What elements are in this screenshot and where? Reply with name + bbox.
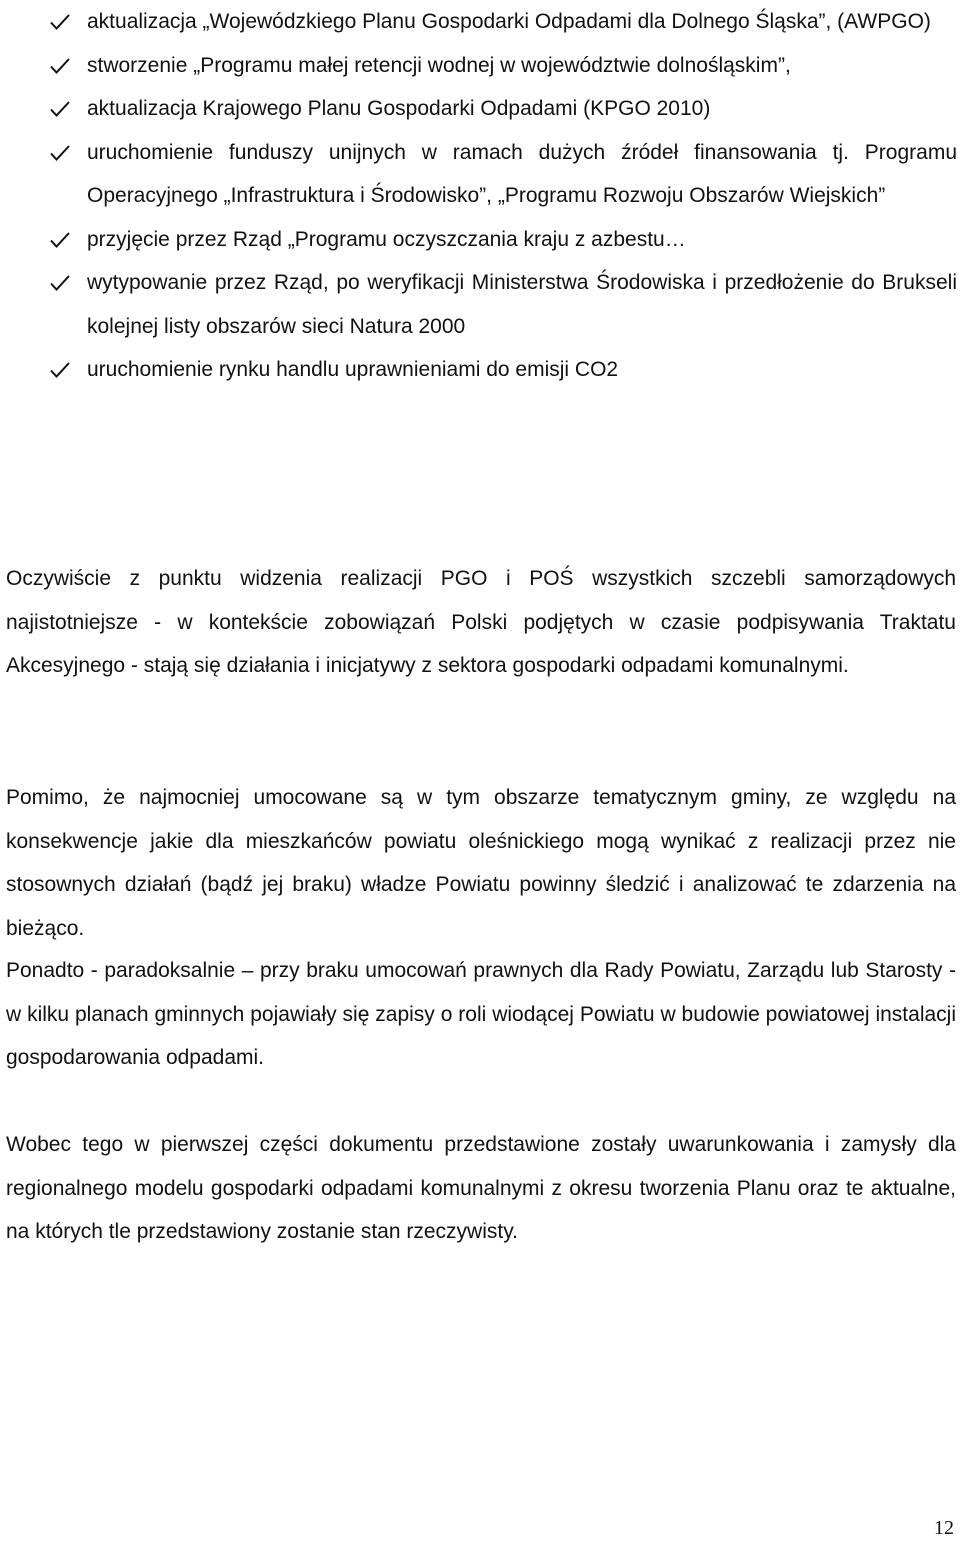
paragraph-gminy: Pomimo, że najmocniej umocowane są w tym obszarze tematycznym gminy, ze względu na konsekwencje jakie dla mieszkańców powiatu oleśnickiego mogą wynikać z realizacji przez nie stosownych działań (bądź jej braku) władze Powiatu powinny śledzić i analizować te zdarzenia na bieżąco. (6, 786, 956, 940)
checklist-item-text: aktualizacja Krajowego Planu Gospodarki Odpadami (KPGO 2010) (87, 97, 711, 120)
checklist-item (50, 348, 957, 392)
checklist-item (50, 261, 957, 348)
checklist (50, 0, 957, 392)
checkmark-icon (50, 14, 70, 30)
checkmark-icon (50, 362, 70, 378)
checklist-item-text: wytypowanie przez Rząd, po weryfikacji Ministerstwa Środowiska i przedłożenie do Brukseli kolejnej listy obszarów sieci Natura 2000 (87, 271, 957, 338)
checklist-item-text: aktualizacja „Wojewódzkiego Planu Gospodarki Odpadami dla Dolnego Śląska”, (AWPGO) (87, 10, 931, 33)
checklist-item (50, 44, 957, 88)
checklist-item-text: stworzenie „Programu małej retencji wodnej w województwie dolnośląskim”, (87, 53, 791, 77)
checkmark-icon (50, 58, 70, 74)
checkmark-icon (50, 232, 70, 248)
checklist-item (50, 87, 957, 131)
checklist-item (50, 131, 957, 218)
paragraph-wobec-tego: Wobec tego w pierwszej części dokumentu przedstawione zostały uwarunkowania i zamysły dla regionalnego modelu gospodarki odpadami komunalnymi z okresu tworzenia Planu oraz te aktualne, na których tle przedstawiony zostanie stan rzeczywisty. (6, 1133, 956, 1243)
checklist-item-text: uruchomienie funduszy unijnych w ramach dużych źródeł finansowania tj. Programu Operacyjnego „Infrastruktura i Środowisko”, „Programu Rozwoju Obszarów Wiejskich” (87, 140, 957, 207)
paragraph-ponadto: Ponadto - paradoksalnie – przy braku umocowań prawnych dla Rady Powiatu, Zarządu lub Starosty - w kilku planach gminnych pojawiały się zapisy o roli wiodącej Powiatu w budowie powiatowej instalacji gospodarowania odpadami. (6, 959, 956, 1069)
page-number: 12 (934, 1517, 954, 1539)
checklist-item (50, 218, 957, 262)
checklist-item-text: przyjęcie przez Rząd „Programu oczyszczania kraju z azbestu… (87, 227, 686, 251)
checkmark-icon (50, 101, 70, 117)
checkmark-icon (50, 275, 70, 291)
checklist-item (50, 0, 957, 44)
checkmark-icon (50, 145, 70, 161)
paragraph-pgo-pos: Oczywiście z punktu widzenia realizacji PGO i POŚ wszystkich szczebli samorządowych najistotniejsze - w kontekście zobowiązań Polski podjętych w czasie podpisywania Traktatu Akcesyjnego - stają się działania i inicjatywy z sektora gospodarki odpadami komunalnymi. (6, 567, 956, 677)
checklist-item-text: uruchomienie rynku handlu uprawnieniami do emisji CO2 (87, 358, 619, 381)
